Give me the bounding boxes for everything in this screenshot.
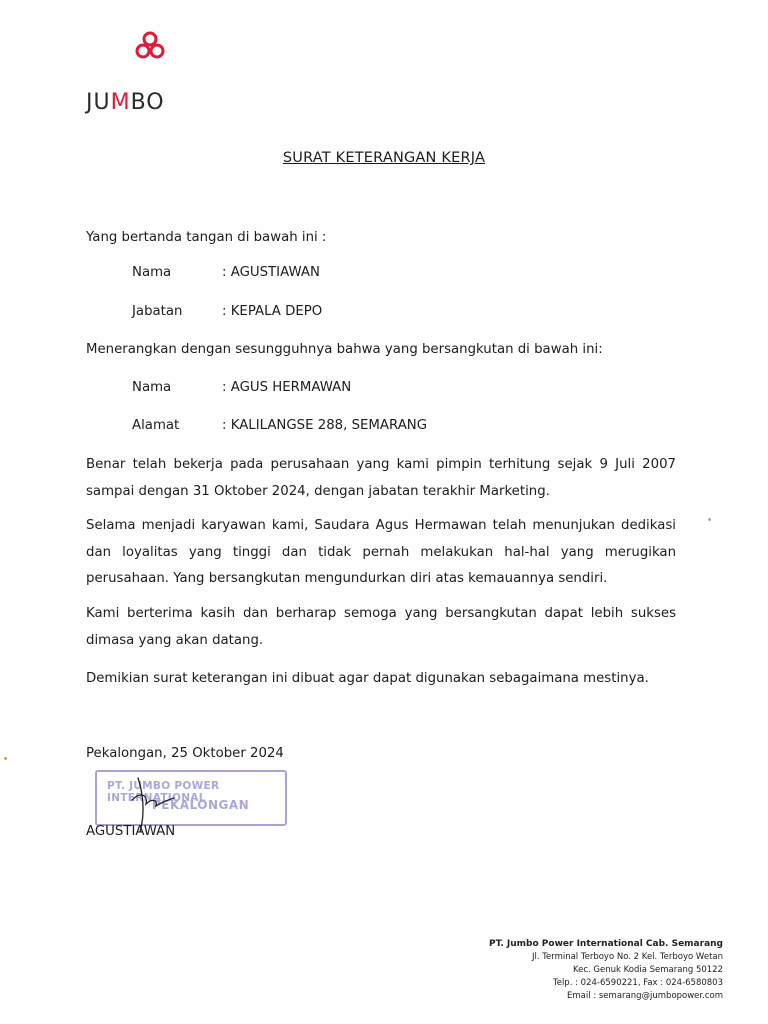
logo-text-accent: M [110, 90, 131, 115]
stamp-city-text: PEKALONGAN [152, 798, 250, 812]
footer-email: Email : semarang@jumbopower.com [567, 991, 723, 1001]
employment-paragraph: Benar telah bekerja pada perusahaan yang kami pimpin terhitung sejak 9 Juli 2007 sampai dengan 31 Oktober 2024, dengan jabatan terakhir Marketing. [86, 457, 676, 499]
employee-name-value: : AGUS HERMAWAN [222, 380, 352, 395]
jumbo-trefoil-icon [134, 30, 166, 62]
employee-address-value: : KALILANGSE 288, SEMARANG [222, 418, 428, 433]
stamp-company-text: PT. JUMBO POWER INTERNATIONAL [107, 780, 220, 804]
scan-speck [4, 757, 7, 760]
logo-text-prefix: JU [86, 90, 111, 115]
footer-address-line1: Jl. Terminal Terboyo No. 2 Kel. Terboyo Wetan [531, 952, 723, 962]
statement-line: Menerangkan dengan sesungguhnya bahwa yang bersangkutan di bawah ini: [86, 342, 603, 357]
footer-address-line2: Kec. Genuk Kodia Semarang 50122 [572, 965, 723, 975]
employee-name-label: Nama [132, 380, 172, 395]
dedication-paragraph: Selama menjadi karyawan kami, Saudara Agus Hermawan telah menunjukan dedikasi dan loyalitas yang tinggi dan tidak pernah melakukan hal-hal yang merugikan perusahaan. Yang bersangkutan mengundurkan diri atas kemauannya sendiri. [86, 518, 676, 586]
signatory-position-label: Jabatan [132, 304, 183, 319]
letter-title: SURAT KETERANGAN KERJA [282, 150, 486, 166]
footer-company: PT. Jumbo Power International Cab. Semarang [488, 939, 723, 949]
footer-phone: Telp. : 024-6590221, Fax : 024-6580803 [552, 978, 723, 988]
letterhead-footer [489, 938, 723, 1003]
company-logo [86, 30, 226, 115]
signer-name: AGUSTIAWAN [86, 824, 176, 839]
signatory-name-label: Nama [132, 265, 172, 280]
signatory-position-value: : KEPALA DEPO [222, 304, 323, 319]
logo-text-suffix: BO [130, 90, 165, 115]
signatory-name-value: : AGUSTIAWAN [222, 265, 320, 280]
place-date: Pekalongan, 25 Oktober 2024 [86, 746, 284, 761]
logo-wordmark [86, 90, 165, 115]
scan-speck [708, 518, 711, 521]
thanks-paragraph: Kami berterima kasih dan berharap semoga yang bersangkutan dapat lebih sukses dimasa yang akan datang. [86, 606, 676, 648]
employee-address-label: Alamat [132, 418, 180, 433]
closing-paragraph: Demikian surat keterangan ini dibuat agar dapat digunakan sebagaimana mestinya. [86, 671, 649, 686]
intro-line: Yang bertanda tangan di bawah ini : [86, 230, 327, 245]
